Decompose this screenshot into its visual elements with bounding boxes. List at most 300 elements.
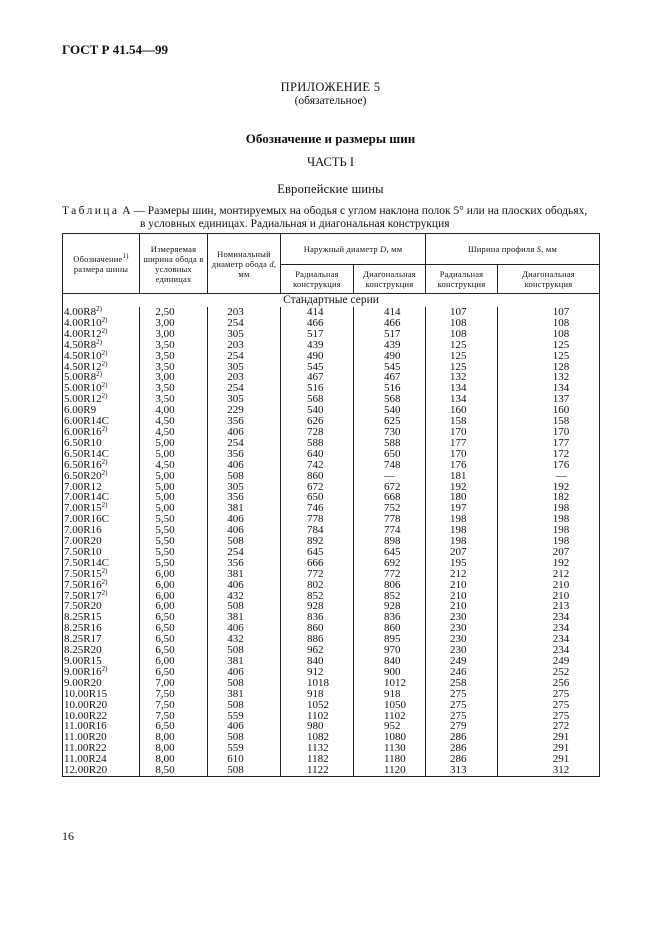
outer-diameter-bias-cell: 540 [354, 405, 426, 416]
section-width-radial-cell: 177 [426, 438, 498, 449]
rim-width-cell: 6,00 [140, 601, 208, 612]
footnote-ref: 2) [96, 305, 102, 313]
rim-width-cell: 5,00 [140, 471, 208, 482]
outer-diameter-radial-cell: 467 [281, 372, 354, 383]
footnote-ref: 2) [101, 359, 108, 368]
rim-width-cell: 3,50 [140, 351, 208, 362]
outer-diameter-bias-cell: 668 [354, 492, 426, 503]
outer-diameter-radial-cell: 980 [281, 721, 354, 732]
rim-diameter-cell: 381 [208, 612, 281, 623]
header-designation: Обозначение$^{1)}$ размера шины [63, 234, 140, 294]
rim-width-cell: 6,00 [140, 656, 208, 667]
section-width-radial-cell: 275 [426, 711, 498, 722]
tire-designation-cell: 7.50R17$^{2)}$ [63, 591, 140, 602]
rim-width-cell: 5,00 [140, 438, 208, 449]
section-width-bias-cell: 125 [498, 351, 600, 362]
section-width-radial-cell: 125 [426, 340, 498, 351]
rim-diameter-cell: 508 [208, 765, 281, 776]
outer-diameter-radial-cell: 860 [281, 471, 354, 482]
section-width-bias-cell: 272 [498, 721, 600, 732]
rim-width-cell: 8,00 [140, 754, 208, 765]
section-width-radial-cell: 197 [426, 503, 498, 514]
rim-diameter-cell: 508 [208, 700, 281, 711]
header-width-radial: Радиальная конструкция [426, 265, 498, 294]
table-row [63, 700, 600, 711]
tire-designation-cell: 5.00R12$^{2)}$ [63, 394, 140, 405]
outer-diameter-radial-cell: 439 [281, 340, 354, 351]
footnote-ref: 2) [101, 348, 108, 357]
table-row [63, 732, 600, 743]
table-row [63, 460, 600, 471]
outer-diameter-bias-cell: 414 [354, 307, 426, 318]
outer-diameter-bias-cell: 1080 [354, 732, 426, 743]
table-row [63, 634, 600, 645]
rim-width-cell: 6,00 [140, 580, 208, 591]
rim-width-cell: 6,50 [140, 612, 208, 623]
rim-diameter-cell: 406 [208, 721, 281, 732]
tire-designation-cell: 6.00R16$^{2)}$ [63, 427, 140, 438]
section-width-radial-cell: 210 [426, 580, 498, 591]
tire-designation-cell: 4.00R12$^{2)}$ [63, 329, 140, 340]
rim-width-cell: 3,00 [140, 318, 208, 329]
outer-diameter-radial-cell: 1082 [281, 732, 354, 743]
rim-width-cell: 8,00 [140, 732, 208, 743]
rim-width-cell: 6,50 [140, 623, 208, 634]
tire-designation-cell: 4.50R10$^{2)}$ [63, 351, 140, 362]
appendix-subtitle: (обязательное) [294, 95, 367, 107]
rim-width-cell: 8,00 [140, 743, 208, 754]
outer-diameter-bias-cell: 545 [354, 362, 426, 373]
outer-diameter-bias-cell: 748 [354, 460, 426, 471]
section-width-radial-cell: 230 [426, 645, 498, 656]
tire-designation-cell: 11.00R22 [63, 743, 140, 754]
outer-diameter-radial-cell: 852 [281, 591, 354, 602]
outer-diameter-radial-cell: 860 [281, 623, 354, 634]
tire-designation-cell: 8.25R16 [63, 623, 140, 634]
tire-designation-cell: 6.50R20$^{2)}$ [63, 471, 140, 482]
tire-designation-cell: 7.00R14C [63, 492, 140, 503]
tire-designation-cell: 7.50R15$^{2)}$ [63, 569, 140, 580]
outer-diameter-bias-cell: 672 [354, 482, 426, 493]
table-row [63, 482, 600, 493]
outer-diameter-radial-cell: 962 [281, 645, 354, 656]
outer-diameter-bias-cell: 730 [354, 427, 426, 438]
table-row [63, 721, 600, 732]
section-width-bias-cell: 291 [498, 754, 600, 765]
outer-diameter-radial-cell: 516 [281, 383, 354, 394]
footnote-ref: 2) [101, 588, 108, 597]
tire-designation-cell: 8.25R15 [63, 612, 140, 623]
outer-diameter-bias-cell: 806 [354, 580, 426, 591]
section-width-bias-cell: 170 [498, 427, 600, 438]
rim-diameter-cell: 381 [208, 689, 281, 700]
section-width-radial-cell: 125 [426, 351, 498, 362]
table-row [63, 656, 600, 667]
rim-diameter-cell: 406 [208, 623, 281, 634]
section-width-radial-cell: 170 [426, 427, 498, 438]
section-width-radial-cell: 212 [426, 569, 498, 580]
table-row [63, 754, 600, 765]
outer-diameter-bias-cell: 588 [354, 438, 426, 449]
tire-designation-cell: 9.00R16$^{2)}$ [63, 667, 140, 678]
outer-diameter-bias-cell: 952 [354, 721, 426, 732]
rim-diameter-cell: 406 [208, 427, 281, 438]
tire-designation-cell: 7.50R14C [63, 558, 140, 569]
outer-diameter-radial-cell: 626 [281, 416, 354, 427]
outer-diameter-radial-cell: 545 [281, 362, 354, 373]
section-width-radial-cell: 198 [426, 525, 498, 536]
rim-width-cell: 5,00 [140, 482, 208, 493]
table-row [63, 623, 600, 634]
rim-diameter-cell: 356 [208, 558, 281, 569]
rim-diameter-cell: 508 [208, 732, 281, 743]
rim-diameter-cell: 406 [208, 580, 281, 591]
caption-line-1: — Размеры шин, монтируемых на ободья с углом наклона полок 5° или на плоских ободьях, [133, 205, 588, 217]
tire-designation-cell: 6.50R14C [63, 449, 140, 460]
section-width-bias-cell: 172 [498, 449, 600, 460]
tire-designation-cell: 6.50R16$^{2)}$ [63, 460, 140, 471]
section-width-bias-cell: 134 [498, 383, 600, 394]
footnote-ref: 2) [101, 664, 108, 673]
section-width-bias-cell: 198 [498, 503, 600, 514]
rim-width-cell: 3,00 [140, 329, 208, 340]
section-width-bias-cell: 176 [498, 460, 600, 471]
rim-width-cell: 5,00 [140, 449, 208, 460]
rim-diameter-cell: 406 [208, 514, 281, 525]
table-row [63, 351, 600, 362]
table-row [63, 536, 600, 547]
outer-diameter-radial-cell: 640 [281, 449, 354, 460]
outer-diameter-bias-cell: 466 [354, 318, 426, 329]
rim-diameter-cell: 305 [208, 482, 281, 493]
rim-diameter-cell: 203 [208, 340, 281, 351]
outer-diameter-radial-cell: 645 [281, 547, 354, 558]
rim-diameter-cell: 508 [208, 601, 281, 612]
section-width-bias-cell: 137 [498, 394, 600, 405]
rim-width-cell: 6,50 [140, 667, 208, 678]
outer-diameter-radial-cell: 840 [281, 656, 354, 667]
table-row [63, 743, 600, 754]
header-section-width: Ширина профиля S, мм [426, 234, 600, 265]
rim-diameter-cell: 381 [208, 656, 281, 667]
tire-designation-cell: 10.00R22 [63, 711, 140, 722]
rim-diameter-cell: 305 [208, 362, 281, 373]
section-width-radial-cell: 230 [426, 634, 498, 645]
rim-width-cell: 3,00 [140, 372, 208, 383]
tire-designation-cell: 6.50R10 [63, 438, 140, 449]
outer-diameter-bias-cell: 860 [354, 623, 426, 634]
rim-width-cell: 5,50 [140, 536, 208, 547]
footnote-ref: 2) [101, 501, 108, 510]
outer-diameter-bias-cell: 895 [354, 634, 426, 645]
footnote-ref: 2) [101, 381, 108, 390]
outer-diameter-radial-cell: 540 [281, 405, 354, 416]
outer-diameter-radial-cell: 466 [281, 318, 354, 329]
table-row [63, 383, 600, 394]
section-width-radial-cell: 108 [426, 329, 498, 340]
appendix-title: ПРИЛОЖЕНИЕ 5 [280, 80, 381, 94]
outer-diameter-radial-cell: 588 [281, 438, 354, 449]
table-row [63, 667, 600, 678]
section-width-bias-cell: 198 [498, 536, 600, 547]
footnote-ref: 2) [101, 577, 108, 586]
section-width-radial-cell: 230 [426, 612, 498, 623]
section-width-radial-cell: 198 [426, 514, 498, 525]
rim-diameter-cell: 356 [208, 449, 281, 460]
rim-width-cell: 7,00 [140, 678, 208, 689]
rim-diameter-cell: 508 [208, 536, 281, 547]
rim-diameter-cell: 381 [208, 569, 281, 580]
section-width-radial-cell: 132 [426, 372, 498, 383]
rim-width-cell: 7,50 [140, 700, 208, 711]
section-width-radial-cell: 125 [426, 362, 498, 373]
section-width-bias-cell: 198 [498, 514, 600, 525]
table-row [63, 765, 600, 776]
outer-diameter-bias-cell: 900 [354, 667, 426, 678]
rim-diameter-cell: 406 [208, 667, 281, 678]
outer-diameter-radial-cell: 568 [281, 394, 354, 405]
section-width-radial-cell: 275 [426, 689, 498, 700]
rim-width-cell: 3,50 [140, 362, 208, 373]
outer-diameter-bias-cell: 836 [354, 612, 426, 623]
table-row [63, 514, 600, 525]
section-width-bias-cell: 160 [498, 405, 600, 416]
section-width-radial-cell: 108 [426, 318, 498, 329]
outer-diameter-bias-cell: 1102 [354, 711, 426, 722]
rim-diameter-cell: 203 [208, 307, 281, 318]
rim-width-cell: 6,00 [140, 591, 208, 602]
outer-diameter-radial-cell: 1132 [281, 743, 354, 754]
section-width-bias-cell: 234 [498, 623, 600, 634]
tire-designation-cell: 10.00R20 [63, 700, 140, 711]
section-width-bias-cell: 213 [498, 601, 600, 612]
header-outer-bias: Диагональная конструкция [354, 265, 426, 294]
table-row [63, 318, 600, 329]
rim-width-cell: 4,00 [140, 405, 208, 416]
rim-diameter-cell: 610 [208, 754, 281, 765]
outer-diameter-bias-cell: 1130 [354, 743, 426, 754]
section-width-radial-cell: 107 [426, 307, 498, 318]
section-width-bias-cell: 275 [498, 711, 600, 722]
outer-diameter-radial-cell: 490 [281, 351, 354, 362]
section-width-radial-cell: 176 [426, 460, 498, 471]
section-width-radial-cell: 286 [426, 732, 498, 743]
rim-diameter-cell: 254 [208, 438, 281, 449]
outer-diameter-bias-cell: 772 [354, 569, 426, 580]
rim-diameter-cell: 305 [208, 329, 281, 340]
rim-width-cell: 3,50 [140, 340, 208, 351]
table-row [63, 416, 600, 427]
outer-diameter-radial-cell: 928 [281, 601, 354, 612]
section-width-bias-cell: 275 [498, 689, 600, 700]
section-width-radial-cell: 279 [426, 721, 498, 732]
table-row [63, 492, 600, 503]
footnote-ref: 2) [101, 566, 108, 575]
table-row [63, 438, 600, 449]
outer-diameter-bias-cell: 752 [354, 503, 426, 514]
series-label: Стандартные серии [63, 294, 600, 308]
section-width-radial-cell: 134 [426, 383, 498, 394]
outer-diameter-bias-cell: 898 [354, 536, 426, 547]
outer-diameter-radial-cell: 886 [281, 634, 354, 645]
outer-diameter-radial-cell: 666 [281, 558, 354, 569]
document-title: Обозначение и размеры шин [245, 131, 416, 146]
section-width-bias-cell: 234 [498, 612, 600, 623]
tire-designation-cell: 11.00R24 [63, 754, 140, 765]
caption-label: Таблица [62, 205, 120, 217]
section-width-bias-cell: 312 [498, 765, 600, 776]
outer-diameter-radial-cell: 650 [281, 492, 354, 503]
tire-designation-cell: 5.00R8$^{2)}$ [63, 372, 140, 383]
outer-diameter-bias-cell: 970 [354, 645, 426, 656]
rim-width-cell: 3,50 [140, 394, 208, 405]
outer-diameter-radial-cell: 1102 [281, 711, 354, 722]
rim-width-cell: 6,50 [140, 645, 208, 656]
section-width-radial-cell: 160 [426, 405, 498, 416]
tire-designation-cell: 7.00R15$^{2)}$ [63, 503, 140, 514]
tire-dimensions-table [62, 233, 600, 777]
table-row [63, 558, 600, 569]
footnote-ref: 2) [101, 326, 108, 335]
table-row [63, 329, 600, 340]
section-width-bias-cell: 192 [498, 558, 600, 569]
rim-width-cell: 5,50 [140, 547, 208, 558]
section-width-radial-cell: 286 [426, 743, 498, 754]
outer-diameter-bias-cell: 778 [354, 514, 426, 525]
section-width-bias-cell: 128 [498, 362, 600, 373]
section-width-bias-cell: 291 [498, 732, 600, 743]
tire-designation-cell: 8.25R20 [63, 645, 140, 656]
outer-diameter-radial-cell: 728 [281, 427, 354, 438]
rim-diameter-cell: 203 [208, 372, 281, 383]
table-row [63, 372, 600, 383]
header-outer-radial: Радиальная конструкция [281, 265, 354, 294]
section-width-bias-cell: 234 [498, 634, 600, 645]
rim-diameter-cell: 508 [208, 645, 281, 656]
section-width-bias-cell: 210 [498, 591, 600, 602]
header-rim-diameter: Номинальный диаметр обода d, мм [208, 234, 281, 294]
tire-designation-cell: 7.50R20 [63, 601, 140, 612]
section-width-bias-cell: 198 [498, 525, 600, 536]
page-number: 16 [62, 829, 74, 843]
outer-diameter-radial-cell: 1122 [281, 765, 354, 776]
table-row [63, 645, 600, 656]
outer-diameter-bias-cell: 852 [354, 591, 426, 602]
section-width-radial-cell: 181 [426, 471, 498, 482]
outer-diameter-radial-cell: 778 [281, 514, 354, 525]
section-width-bias-cell: 252 [498, 667, 600, 678]
header-rim-width: Измеряемая ширина обода в условных единицах [140, 234, 208, 294]
section-width-bias-cell: 107 [498, 307, 600, 318]
section-width-bias-cell: — [498, 471, 600, 482]
section-width-radial-cell: 230 [426, 623, 498, 634]
rim-width-cell: 5,50 [140, 525, 208, 536]
outer-diameter-radial-cell: 1018 [281, 678, 354, 689]
table-row [63, 362, 600, 373]
outer-diameter-bias-cell: 840 [354, 656, 426, 667]
tire-designation-cell: 7.50R16$^{2)}$ [63, 580, 140, 591]
rim-diameter-cell: 508 [208, 471, 281, 482]
section-width-radial-cell: 192 [426, 482, 498, 493]
tire-designation-cell: 5.00R10$^{2)}$ [63, 383, 140, 394]
outer-diameter-radial-cell: 772 [281, 569, 354, 580]
rim-diameter-cell: 381 [208, 503, 281, 514]
outer-diameter-radial-cell: 784 [281, 525, 354, 536]
section-width-bias-cell: 207 [498, 547, 600, 558]
section-width-bias-cell: 256 [498, 678, 600, 689]
tire-designation-cell: 7.50R10 [63, 547, 140, 558]
rim-diameter-cell: 356 [208, 492, 281, 503]
section-width-radial-cell: 249 [426, 656, 498, 667]
section-width-radial-cell: 258 [426, 678, 498, 689]
rim-width-cell: 3,50 [140, 383, 208, 394]
tire-designation-cell: 8.25R17 [63, 634, 140, 645]
rim-diameter-cell: 356 [208, 416, 281, 427]
tire-designation-cell: 11.00R16 [63, 721, 140, 732]
table-body [63, 294, 600, 777]
outer-diameter-radial-cell: 1052 [281, 700, 354, 711]
tire-designation-cell: 12.00R20 [63, 765, 140, 776]
table-row [63, 525, 600, 536]
section-width-radial-cell: 286 [426, 754, 498, 765]
tire-designation-cell: 10.00R15 [63, 689, 140, 700]
outer-diameter-bias-cell: 1012 [354, 678, 426, 689]
outer-diameter-bias-cell: 645 [354, 547, 426, 558]
footnote-ref: 2) [101, 457, 108, 466]
table-row [63, 569, 600, 580]
section-width-radial-cell: 170 [426, 449, 498, 460]
section-width-bias-cell: 291 [498, 743, 600, 754]
outer-diameter-radial-cell: 892 [281, 536, 354, 547]
tire-designation-cell: 7.00R12 [63, 482, 140, 493]
outer-diameter-radial-cell: 918 [281, 689, 354, 700]
rim-width-cell: 2,50 [140, 307, 208, 318]
section-width-radial-cell: 134 [426, 394, 498, 405]
tire-designation-cell: 7.00R16C [63, 514, 140, 525]
outer-diameter-bias-cell: 439 [354, 340, 426, 351]
rim-diameter-cell: 254 [208, 547, 281, 558]
table-row [63, 591, 600, 602]
outer-diameter-bias-cell: 568 [354, 394, 426, 405]
tire-designation-cell: 4.50R8$^{2)}$ [63, 340, 140, 351]
footnote-ref: 2) [101, 315, 108, 324]
tire-designation-cell: 4.00R10$^{2)}$ [63, 318, 140, 329]
rim-diameter-cell: 254 [208, 383, 281, 394]
section-width-bias-cell: 182 [498, 492, 600, 503]
footnote-ref: 2) [101, 424, 108, 433]
section-width-radial-cell: 198 [426, 536, 498, 547]
table-row [63, 307, 600, 318]
outer-diameter-radial-cell: 802 [281, 580, 354, 591]
table-row [63, 449, 600, 460]
rim-width-cell: 5,50 [140, 558, 208, 569]
rim-diameter-cell: 229 [208, 405, 281, 416]
outer-diameter-radial-cell: 912 [281, 667, 354, 678]
rim-width-cell: 6,50 [140, 634, 208, 645]
rim-width-cell: 4,50 [140, 427, 208, 438]
section-width-bias-cell: 212 [498, 569, 600, 580]
section-width-bias-cell: 108 [498, 318, 600, 329]
table-row [63, 547, 600, 558]
part-heading: ЧАСТЬ I [307, 155, 354, 169]
caption-letter: А [122, 205, 131, 217]
outer-diameter-bias-cell: 1120 [354, 765, 426, 776]
standard-number: ГОСТ Р 41.54—99 [62, 42, 168, 57]
outer-diameter-bias-cell: 692 [354, 558, 426, 569]
section-width-bias-cell: 177 [498, 438, 600, 449]
section-width-bias-cell: 249 [498, 656, 600, 667]
outer-diameter-bias-cell: 928 [354, 601, 426, 612]
